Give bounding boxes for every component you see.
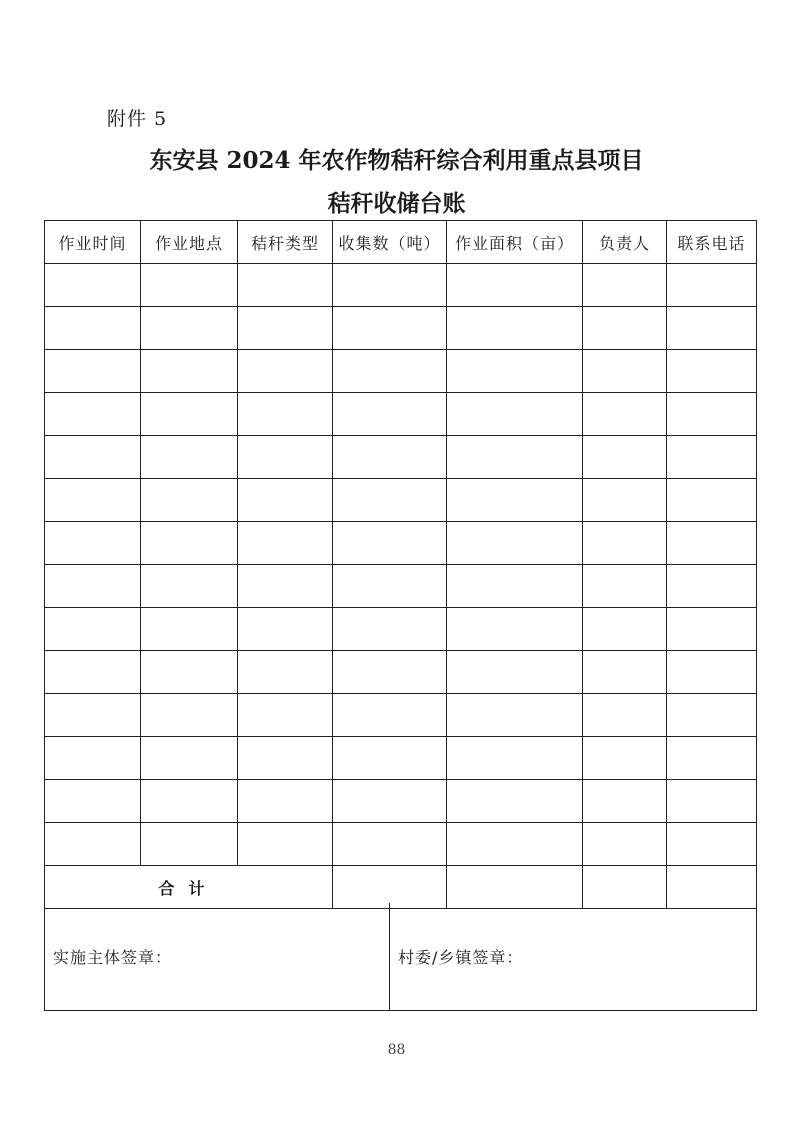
table-cell[interactable]	[45, 307, 141, 350]
table-cell[interactable]	[667, 307, 757, 350]
table-cell[interactable]	[447, 737, 583, 780]
ledger-table	[44, 220, 757, 909]
column-header-work-area: 作业面积（亩）	[447, 221, 583, 264]
table-cell[interactable]	[447, 522, 583, 565]
table-cell[interactable]	[583, 479, 667, 522]
table-cell[interactable]	[667, 651, 757, 694]
table-cell[interactable]	[583, 694, 667, 737]
table-cell[interactable]	[667, 608, 757, 651]
table-row	[45, 823, 757, 866]
table-cell[interactable]	[45, 694, 141, 737]
table-row	[45, 651, 757, 694]
table-cell[interactable]	[141, 823, 238, 866]
table-row	[45, 479, 757, 522]
total-label: 合计	[45, 866, 333, 909]
table-cell[interactable]	[667, 823, 757, 866]
table-cell[interactable]	[238, 608, 333, 651]
table-row	[45, 780, 757, 823]
table-cell[interactable]	[141, 307, 238, 350]
table-row	[45, 565, 757, 608]
table-cell[interactable]	[667, 565, 757, 608]
table-cell[interactable]	[141, 780, 238, 823]
entity-signature-field[interactable]: 实施主体签章：	[45, 903, 390, 1011]
document-title: 东安县 2024 年农作物秸秆综合利用重点县项目	[149, 147, 644, 174]
table-cell[interactable]	[583, 264, 667, 307]
table-cell[interactable]	[238, 393, 333, 436]
signature-table	[44, 903, 757, 1011]
table-cell[interactable]	[447, 350, 583, 393]
table-cell[interactable]	[141, 436, 238, 479]
table-cell[interactable]	[141, 350, 238, 393]
column-header-straw-type: 秸秆类型	[238, 221, 333, 264]
village-signature-field[interactable]: 村委/乡镇签章：	[390, 903, 757, 1011]
table-cell[interactable]	[333, 737, 447, 780]
table-cell[interactable]	[447, 479, 583, 522]
column-header-phone: 联系电话	[667, 221, 757, 264]
table-cell[interactable]	[45, 737, 141, 780]
table-cell[interactable]	[238, 565, 333, 608]
table-cell[interactable]	[667, 737, 757, 780]
ledger-body	[45, 264, 757, 866]
table-cell[interactable]	[45, 565, 141, 608]
table-cell[interactable]	[333, 565, 447, 608]
table-row	[45, 307, 757, 350]
table-row	[45, 264, 757, 307]
table-cell[interactable]	[141, 479, 238, 522]
table-cell[interactable]	[583, 307, 667, 350]
table-cell[interactable]	[667, 436, 757, 479]
table-cell[interactable]	[45, 393, 141, 436]
table-row	[45, 436, 757, 479]
table-cell[interactable]	[238, 522, 333, 565]
table-cell[interactable]	[447, 436, 583, 479]
table-cell[interactable]	[447, 608, 583, 651]
table-cell[interactable]	[447, 694, 583, 737]
table-cell[interactable]	[333, 780, 447, 823]
table-cell[interactable]	[667, 264, 757, 307]
table-cell[interactable]	[447, 780, 583, 823]
table-cell[interactable]	[447, 264, 583, 307]
table-cell[interactable]	[583, 823, 667, 866]
table-cell[interactable]	[141, 651, 238, 694]
table-cell[interactable]	[583, 565, 667, 608]
table-cell[interactable]	[45, 823, 141, 866]
table-cell[interactable]	[238, 264, 333, 307]
table-cell[interactable]	[141, 522, 238, 565]
table-cell[interactable]	[45, 436, 141, 479]
table-cell[interactable]	[583, 737, 667, 780]
table-cell[interactable]	[333, 479, 447, 522]
table-cell[interactable]	[667, 694, 757, 737]
table-cell[interactable]	[141, 393, 238, 436]
column-header-work-location: 作业地点	[141, 221, 238, 264]
table-cell[interactable]	[141, 694, 238, 737]
table-cell[interactable]	[447, 393, 583, 436]
column-header-person-in-charge: 负责人	[583, 221, 667, 264]
table-cell[interactable]	[583, 350, 667, 393]
table-cell[interactable]	[447, 823, 583, 866]
table-row	[45, 522, 757, 565]
table-cell[interactable]	[667, 393, 757, 436]
header-row	[45, 221, 757, 264]
table-row	[45, 608, 757, 651]
table-cell[interactable]	[447, 651, 583, 694]
table-cell[interactable]	[333, 350, 447, 393]
table-cell[interactable]	[667, 479, 757, 522]
table-cell[interactable]	[333, 823, 447, 866]
column-header-collected-tons: 收集数（吨）	[333, 221, 447, 264]
column-header-work-time: 作业时间	[45, 221, 141, 264]
table-cell[interactable]	[45, 651, 141, 694]
table-cell[interactable]	[238, 479, 333, 522]
table-cell[interactable]	[447, 565, 583, 608]
table-cell[interactable]	[238, 651, 333, 694]
table-cell[interactable]	[583, 522, 667, 565]
table-cell[interactable]	[141, 264, 238, 307]
table-cell[interactable]	[238, 307, 333, 350]
table-cell[interactable]	[333, 436, 447, 479]
table-cell[interactable]	[333, 264, 447, 307]
table-cell[interactable]	[45, 522, 141, 565]
attachment-label: 附件 5	[107, 108, 168, 130]
table-cell[interactable]	[333, 522, 447, 565]
table-cell[interactable]	[45, 608, 141, 651]
table-cell[interactable]	[238, 737, 333, 780]
table-cell[interactable]	[333, 694, 447, 737]
table-cell[interactable]	[141, 608, 238, 651]
table-cell[interactable]	[45, 780, 141, 823]
table-cell[interactable]	[583, 608, 667, 651]
table-row	[45, 694, 757, 737]
table-cell[interactable]	[141, 565, 238, 608]
table-cell[interactable]	[667, 780, 757, 823]
table-cell[interactable]	[45, 479, 141, 522]
table-cell[interactable]	[45, 350, 141, 393]
table-cell[interactable]	[583, 393, 667, 436]
table-cell[interactable]	[238, 350, 333, 393]
table-cell[interactable]	[667, 350, 757, 393]
table-cell[interactable]	[583, 436, 667, 479]
table-row	[45, 737, 757, 780]
table-cell[interactable]	[583, 780, 667, 823]
table-cell[interactable]	[238, 780, 333, 823]
table-cell[interactable]	[333, 651, 447, 694]
table-cell[interactable]	[238, 823, 333, 866]
table-cell[interactable]	[333, 307, 447, 350]
table-cell[interactable]	[333, 393, 447, 436]
table-cell[interactable]	[667, 522, 757, 565]
document-subtitle: 秸秆收储台账	[327, 190, 466, 217]
table-cell[interactable]	[447, 307, 583, 350]
table-cell[interactable]	[333, 608, 447, 651]
table-cell[interactable]	[583, 651, 667, 694]
table-cell[interactable]	[238, 694, 333, 737]
table-cell[interactable]	[141, 737, 238, 780]
table-row	[45, 393, 757, 436]
table-row	[45, 350, 757, 393]
table-cell[interactable]	[45, 264, 141, 307]
table-cell[interactable]	[238, 436, 333, 479]
page-number: 88	[387, 1042, 406, 1058]
